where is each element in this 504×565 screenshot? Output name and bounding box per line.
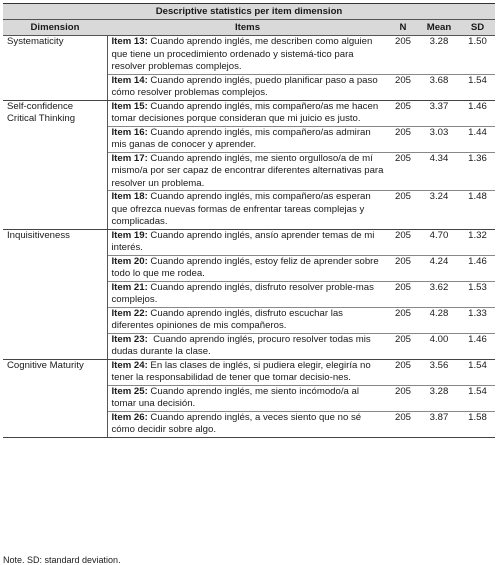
sd-cell: 1.50 — [460, 36, 495, 75]
sd-cell: 1.53 — [460, 281, 495, 307]
sd-cell: 1.33 — [460, 307, 495, 333]
table-note: Note. SD: standard deviation. — [3, 555, 121, 565]
sd-cell: 1.36 — [460, 152, 495, 191]
item-cell — [107, 36, 388, 75]
item-text: Cuando aprendo inglés, procuro resolver todas mis dudas durante la clase. — [111, 333, 374, 357]
n-cell: 205 — [388, 281, 418, 307]
item-text: Cuando aprendo inglés, puedo planificar paso a paso cómo resolver problemas complejos. — [111, 74, 381, 98]
item-label: Item 21: — [111, 281, 148, 293]
dimension-cell: Systematicity — [3, 36, 107, 101]
n-cell: 205 — [388, 126, 418, 152]
sd-cell: 1.44 — [460, 126, 495, 152]
item-cell — [107, 126, 388, 152]
sd-cell: 1.54 — [460, 74, 495, 100]
header-dimension: Dimension — [3, 20, 107, 36]
sd-cell: 1.46 — [460, 255, 495, 281]
n-cell: 205 — [388, 307, 418, 333]
item-text: Cuando aprendo inglés, a veces siento que no sé cómo decidir sobre algo. — [111, 411, 364, 435]
sd-cell: 1.46 — [460, 100, 495, 126]
item-cell — [107, 359, 388, 385]
mean-cell: 3.62 — [418, 281, 460, 307]
item-text: Cuando aprendo inglés, me siento orgulloso/a de mí mismo/a por ser capaz de encontrar diferentes alternativas para resolver un problema. — [111, 152, 387, 189]
item-label: Item 20: — [111, 255, 148, 267]
mean-cell: 3.56 — [418, 359, 460, 385]
table-row — [3, 36, 495, 75]
item-cell — [107, 333, 388, 359]
table-row — [3, 229, 495, 255]
item-text: Cuando aprendo inglés, mis compañero/as me hacen tomar decisiones porque consideran que mi juicio es justo. — [111, 100, 381, 124]
mean-cell: 4.24 — [418, 255, 460, 281]
item-cell — [107, 229, 388, 255]
mean-cell: 3.37 — [418, 100, 460, 126]
dimension-cell: Self-confidence Critical Thinking — [3, 100, 107, 229]
sd-cell: 1.48 — [460, 191, 495, 230]
item-cell — [107, 281, 388, 307]
item-label: Item 15: — [111, 100, 148, 112]
item-cell — [107, 152, 388, 191]
header-mean: Mean — [418, 20, 460, 36]
n-cell: 205 — [388, 255, 418, 281]
item-cell — [107, 191, 388, 230]
table-row — [3, 359, 495, 385]
mean-cell: 3.87 — [418, 411, 460, 437]
dimension-cell: Cognitive Maturity — [3, 359, 107, 437]
mean-cell: 3.03 — [418, 126, 460, 152]
item-text: Cuando aprendo inglés, ansío aprender temas de mi interés. — [111, 229, 378, 253]
item-label: Item 26: — [111, 411, 148, 423]
item-label: Item 23: — [111, 333, 148, 345]
header-sd: SD — [460, 20, 495, 36]
table-caption: Descriptive statistics per item dimension — [3, 4, 495, 20]
sd-cell: 1.54 — [460, 359, 495, 385]
item-label: Item 14: — [111, 74, 148, 86]
dimension-cell: Inquisitiveness — [3, 229, 107, 359]
item-text: Cuando aprendo inglés, me describen como alguien que tiene un procedimiento ordenado y sistemá-tico para resolver problemas complejos. — [111, 36, 375, 72]
sd-cell: 1.54 — [460, 385, 495, 411]
n-cell: 205 — [388, 100, 418, 126]
item-text: Cuando aprendo inglés, mis compañero/as admiran mis ganas de conocer y aprender. — [111, 126, 374, 150]
table-row — [3, 100, 495, 126]
n-cell: 205 — [388, 191, 418, 230]
n-cell: 205 — [388, 152, 418, 191]
mean-cell: 3.68 — [418, 74, 460, 100]
mean-cell: 3.28 — [418, 36, 460, 75]
item-label: Item 19: — [111, 229, 148, 241]
item-cell — [107, 307, 388, 333]
item-label: Item 22: — [111, 307, 148, 319]
item-label: Item 18: — [111, 191, 148, 202]
sd-cell: 1.46 — [460, 333, 495, 359]
mean-cell: 4.34 — [418, 152, 460, 191]
sd-cell: 1.32 — [460, 229, 495, 255]
n-cell: 205 — [388, 333, 418, 359]
item-cell — [107, 74, 388, 100]
sd-cell: 1.58 — [460, 411, 495, 437]
item-cell — [107, 255, 388, 281]
table-body — [3, 36, 495, 438]
table-caption-row — [3, 4, 495, 20]
item-text: Cuando aprendo inglés, disfruto escuchar las diferentes opiniones de mis compañeros. — [111, 307, 346, 331]
n-cell: 205 — [388, 229, 418, 255]
item-text: Cuando aprendo inglés, disfruto resolver proble-mas complejos. — [111, 281, 377, 305]
header-items: Items — [107, 20, 388, 36]
descriptive-statistics-table — [3, 3, 495, 438]
n-cell: 205 — [388, 411, 418, 437]
item-label: Item 25: — [111, 385, 148, 397]
item-text: Cuando aprendo inglés, estoy feliz de aprender sobre todo lo que me rodea. — [111, 255, 382, 279]
n-cell: 205 — [388, 74, 418, 100]
item-cell — [107, 385, 388, 411]
item-label: Item 13: — [111, 36, 148, 47]
item-text: Cuando aprendo inglés, me siento incómodo/a al tomar una decisión. — [111, 385, 362, 409]
item-text: Cuando aprendo inglés, mis compañero/as esperan que ofrezca nuevas formas de enfrentar tareas complejas y complicadas. — [111, 191, 374, 227]
item-label: Item 16: — [111, 126, 148, 138]
item-label: Item 24: — [111, 359, 148, 371]
header-n: N — [388, 20, 418, 36]
item-label: Item 17: — [111, 152, 148, 164]
n-cell: 205 — [388, 36, 418, 75]
table-header-row — [3, 20, 495, 36]
mean-cell: 3.28 — [418, 385, 460, 411]
n-cell: 205 — [388, 385, 418, 411]
item-text: En las clases de inglés, si pudiera elegir, elegiría no tener la responsabilidad de tener que tomar decisio-nes. — [111, 359, 374, 383]
mean-cell: 4.00 — [418, 333, 460, 359]
mean-cell: 4.70 — [418, 229, 460, 255]
mean-cell: 3.24 — [418, 191, 460, 230]
item-cell — [107, 100, 388, 126]
n-cell: 205 — [388, 359, 418, 385]
item-cell — [107, 411, 388, 437]
mean-cell: 4.28 — [418, 307, 460, 333]
